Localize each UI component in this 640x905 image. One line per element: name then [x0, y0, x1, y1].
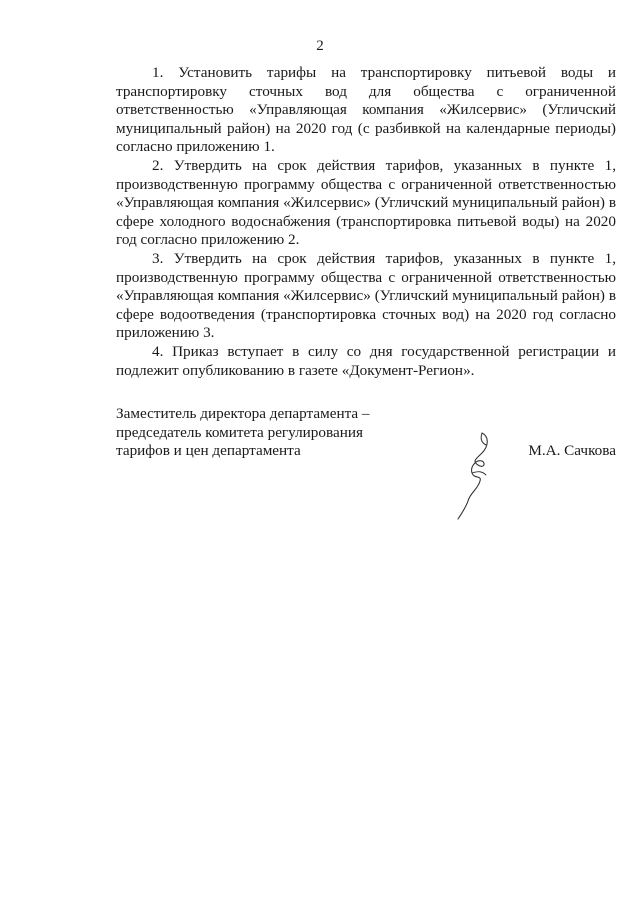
signatory-position [116, 405, 370, 461]
paragraph-4: 4. Приказ вступает в силу со дня государственной регистрации и подлежит опубликованию в газете «Документ-Регион». [116, 342, 616, 379]
paragraph-1: 1. Установить тарифы на транспортировку питьевой воды и транспортировку сточных вод для общества с ограниченной ответственностью «Управляющая компания «Жилсервис» (Угличский муниципальный район) на 2020 год (с разбивкой на календарные периоды) согласно приложению 1. [116, 64, 616, 156]
page-number: 2 [316, 38, 324, 54]
paragraph-3: 3. Утвердить на срок действия тарифов, указанных в пункте 1, производственную программу общества с ограниченной ответственностью «Управляющая компания «Жилсервис» (Угличский муниципальный район) в сфере водоотведения (транспортировка сточных вод) на 2020 год согласно приложению 3. [116, 249, 616, 342]
signature-block [116, 405, 616, 525]
signatory-name: М.А. Сачкова [528, 442, 616, 459]
document-body [116, 64, 616, 380]
signatory-position-line-2: председатель комитета регулирования [116, 423, 363, 441]
signatory-position-line-3: тарифов и цен департамента [116, 442, 301, 460]
handwritten-signature [452, 431, 512, 521]
paragraph-2: 2. Утвердить на срок действия тарифов, указанных в пункте 1, производственную программу общества с ограниченной ответственностью «Управляющая компания «Жилсервис» (Угличский муниципальный район) в сфере холодного водоснабжения (транспортировка питьевой воды) на 2020 год согласно приложению 2. [116, 156, 616, 249]
signatory-position-line-1: Заместитель директора департамента – [116, 405, 370, 422]
